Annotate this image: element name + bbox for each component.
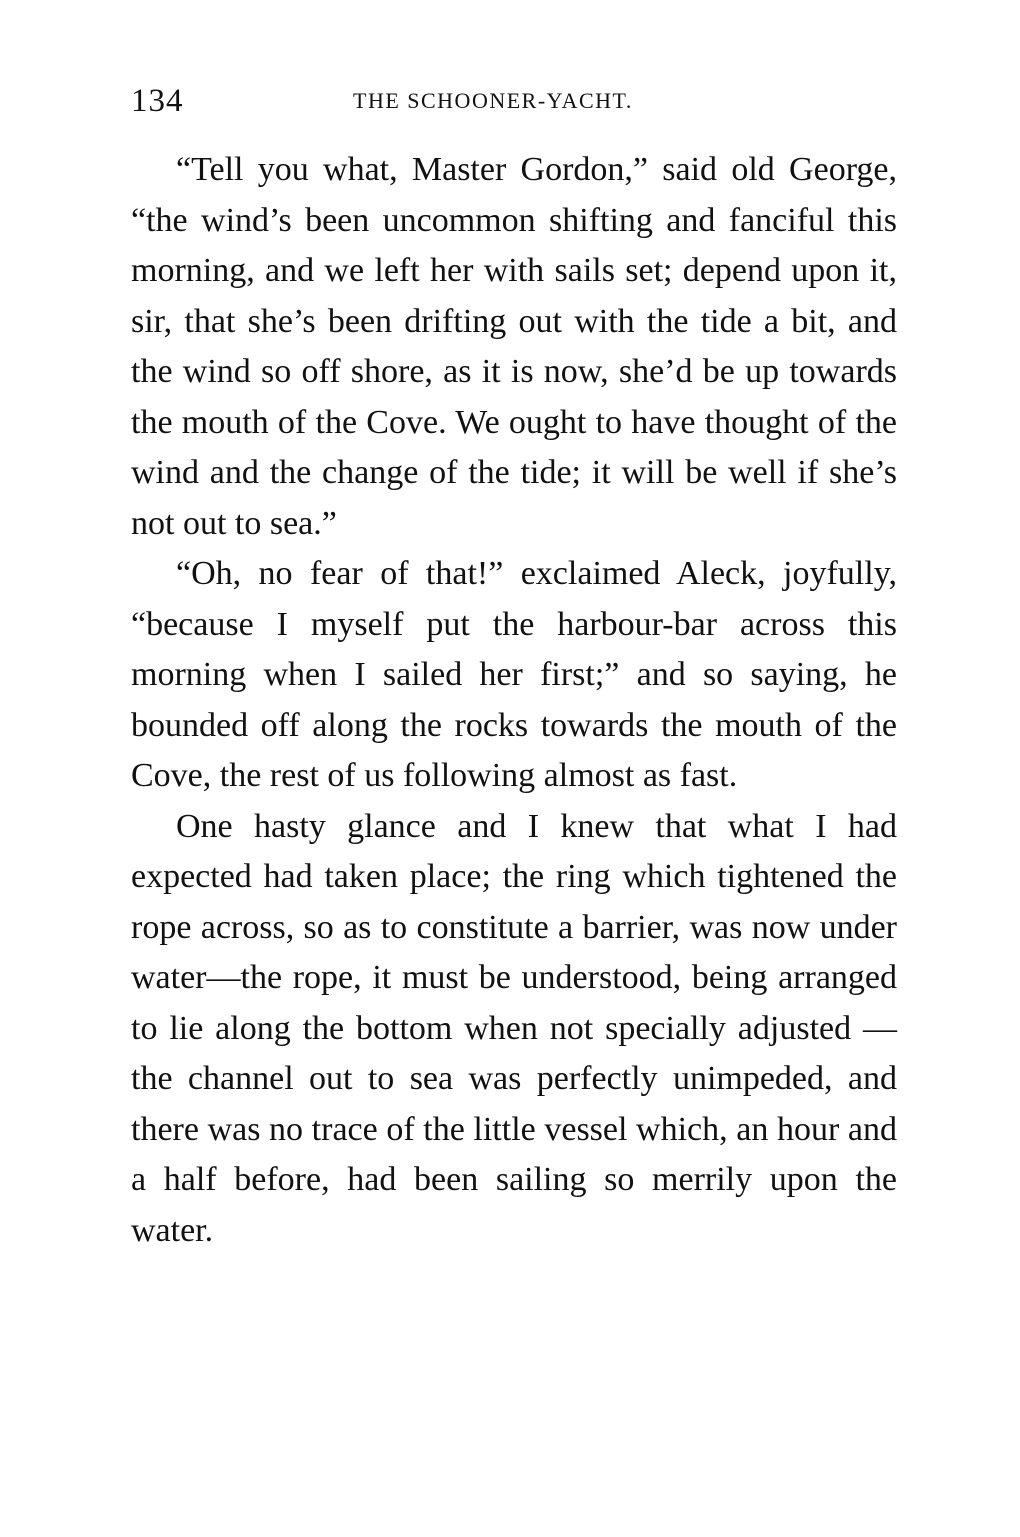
running-title: THE SCHOONER-YACHT. <box>353 88 633 113</box>
body-text <box>131 145 897 1256</box>
paragraph: “Oh, no fear of that!” exclaimed Aleck, joyfully, “because I myself put the harbour-bar across this morning when I sailed her first;” and so saying, he bounded off along the rocks towards the mouth of the Cove, the rest of us following almost as fast. <box>131 555 897 794</box>
page-number: 134 <box>131 83 184 119</box>
paragraph: “Tell you what, Master Gordon,” said old George, “the wind’s been uncommon shifting and fanciful this morning, and we left her with sails set; depend upon it, sir, that she’s been drifting out with the tide a bit, and the wind so off shore, as it is now, she’d be up towards the mouth of the Cove. We ought to have thought of the wind and the change of the tide; it will be well if she’s not out to sea.” <box>131 151 897 542</box>
page-header <box>131 78 897 124</box>
paragraph: One hasty glance and I knew that what I had expected had taken place; the ring which tightened the rope across, so as to constitute a barrier, was now under water—the rope, it must be understood, being arranged to lie along the bottom when not specially adjusted —the channel out to sea was perfectly unimpeded, and there was no trace of the little vessel which, an hour and a half before, had been sailing so merrily upon the water. <box>131 807 897 1249</box>
